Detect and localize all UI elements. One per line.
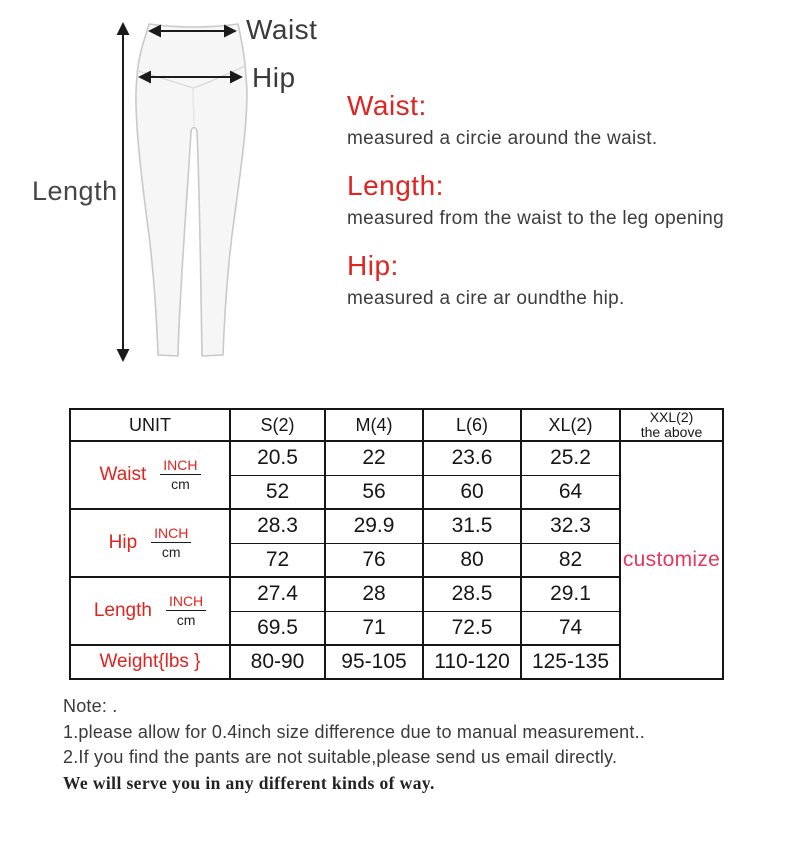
col-header-s: S(2) (230, 409, 325, 441)
definition-term: Waist: (347, 90, 427, 121)
col-header-l: L(6) (423, 409, 521, 441)
note-line-2: 2.If you find the pants are not suitable,please send us email directly. (63, 747, 618, 767)
table-cell: 27.4 (230, 577, 325, 611)
col-header-unit: UNIT (70, 409, 230, 441)
unit-fraction (166, 593, 206, 630)
table-cell: 25.2 (521, 441, 620, 475)
definition-description: measured a circie around the waist. (347, 128, 658, 149)
table-cell: 72.5 (423, 611, 521, 645)
table-cell: 74 (521, 611, 620, 645)
definition-item (347, 170, 777, 231)
measurement-definitions (347, 90, 777, 330)
row-label-length (70, 577, 230, 645)
waist-row-label: Waist (99, 464, 147, 486)
inch-unit-label: INCH (166, 593, 206, 611)
table-cell: 69.5 (230, 611, 325, 645)
note-line-1: 1.please allow for 0.4inch size difference due to manual measurement.. (63, 721, 645, 742)
definition-description: measured a cire ar oundthe hip. (347, 288, 625, 309)
cm-unit-label: cm (171, 476, 190, 493)
table-cell: 72 (230, 543, 325, 577)
length-diagram-label: Length (32, 176, 118, 206)
col-header-xxl-line1: XXL(2) (649, 409, 694, 425)
row-label-hip (70, 509, 230, 577)
col-header-m: M(4) (325, 409, 423, 441)
cm-unit-label: cm (176, 612, 196, 629)
row-label-waist (70, 441, 230, 509)
table-header-row (70, 409, 723, 441)
table-cell: 56 (325, 475, 423, 509)
table-cell: 23.6 (423, 441, 521, 475)
table-cell: 76 (325, 543, 423, 577)
table-cell: 64 (521, 475, 620, 509)
table-cell: 95-105 (325, 645, 423, 679)
table-cell: 125-135 (521, 645, 620, 679)
waist-diagram-label: Waist (246, 14, 318, 45)
unit-fraction (151, 525, 191, 562)
table-cell: 32.3 (521, 509, 620, 543)
definition-term: Hip: (347, 250, 399, 281)
length-row-label: Length (93, 600, 152, 622)
table-cell: 28 (325, 577, 423, 611)
definition-item (347, 250, 777, 311)
table-cell: 60 (423, 475, 521, 509)
note-line-3: We will serve you in any different kinds of way. (63, 772, 435, 793)
table-cell: 52 (230, 475, 325, 509)
col-header-xxl-line2: the above (640, 424, 703, 441)
table-cell: 80 (423, 543, 521, 577)
definition-item (347, 90, 777, 151)
size-chart-table (69, 408, 724, 680)
definition-description: measured from the waist to the leg opening (347, 208, 724, 229)
leggings-outline (136, 24, 247, 356)
table-row-waist-inch (70, 441, 723, 475)
inch-unit-label: INCH (151, 525, 191, 543)
table-cell: 29.9 (325, 509, 423, 543)
hip-diagram-label: Hip (252, 62, 296, 93)
table-cell: 71 (325, 611, 423, 645)
table-cell: 82 (521, 543, 620, 577)
hip-row-label: Hip (108, 532, 138, 554)
unit-fraction (160, 457, 200, 494)
col-header-xxl (620, 409, 723, 441)
table-cell: 80-90 (230, 645, 325, 679)
table-cell: 20.5 (230, 441, 325, 475)
col-header-xl: XL(2) (521, 409, 620, 441)
definition-term: Length: (347, 170, 444, 201)
table-cell: 110-120 (423, 645, 521, 679)
table-cell: 31.5 (423, 509, 521, 543)
notes (63, 694, 645, 796)
row-label-weight: Weight{lbs } (70, 645, 230, 679)
table-cell: 29.1 (521, 577, 620, 611)
table-cell: 22 (325, 441, 423, 475)
inch-unit-label: INCH (160, 457, 200, 475)
customize-cell: customize (620, 441, 723, 679)
table-cell: 28.5 (423, 577, 521, 611)
notes-title: Note: . (63, 696, 118, 716)
table-cell: 28.3 (230, 509, 325, 543)
size-chart (69, 408, 724, 680)
cm-unit-label: cm (161, 544, 181, 561)
